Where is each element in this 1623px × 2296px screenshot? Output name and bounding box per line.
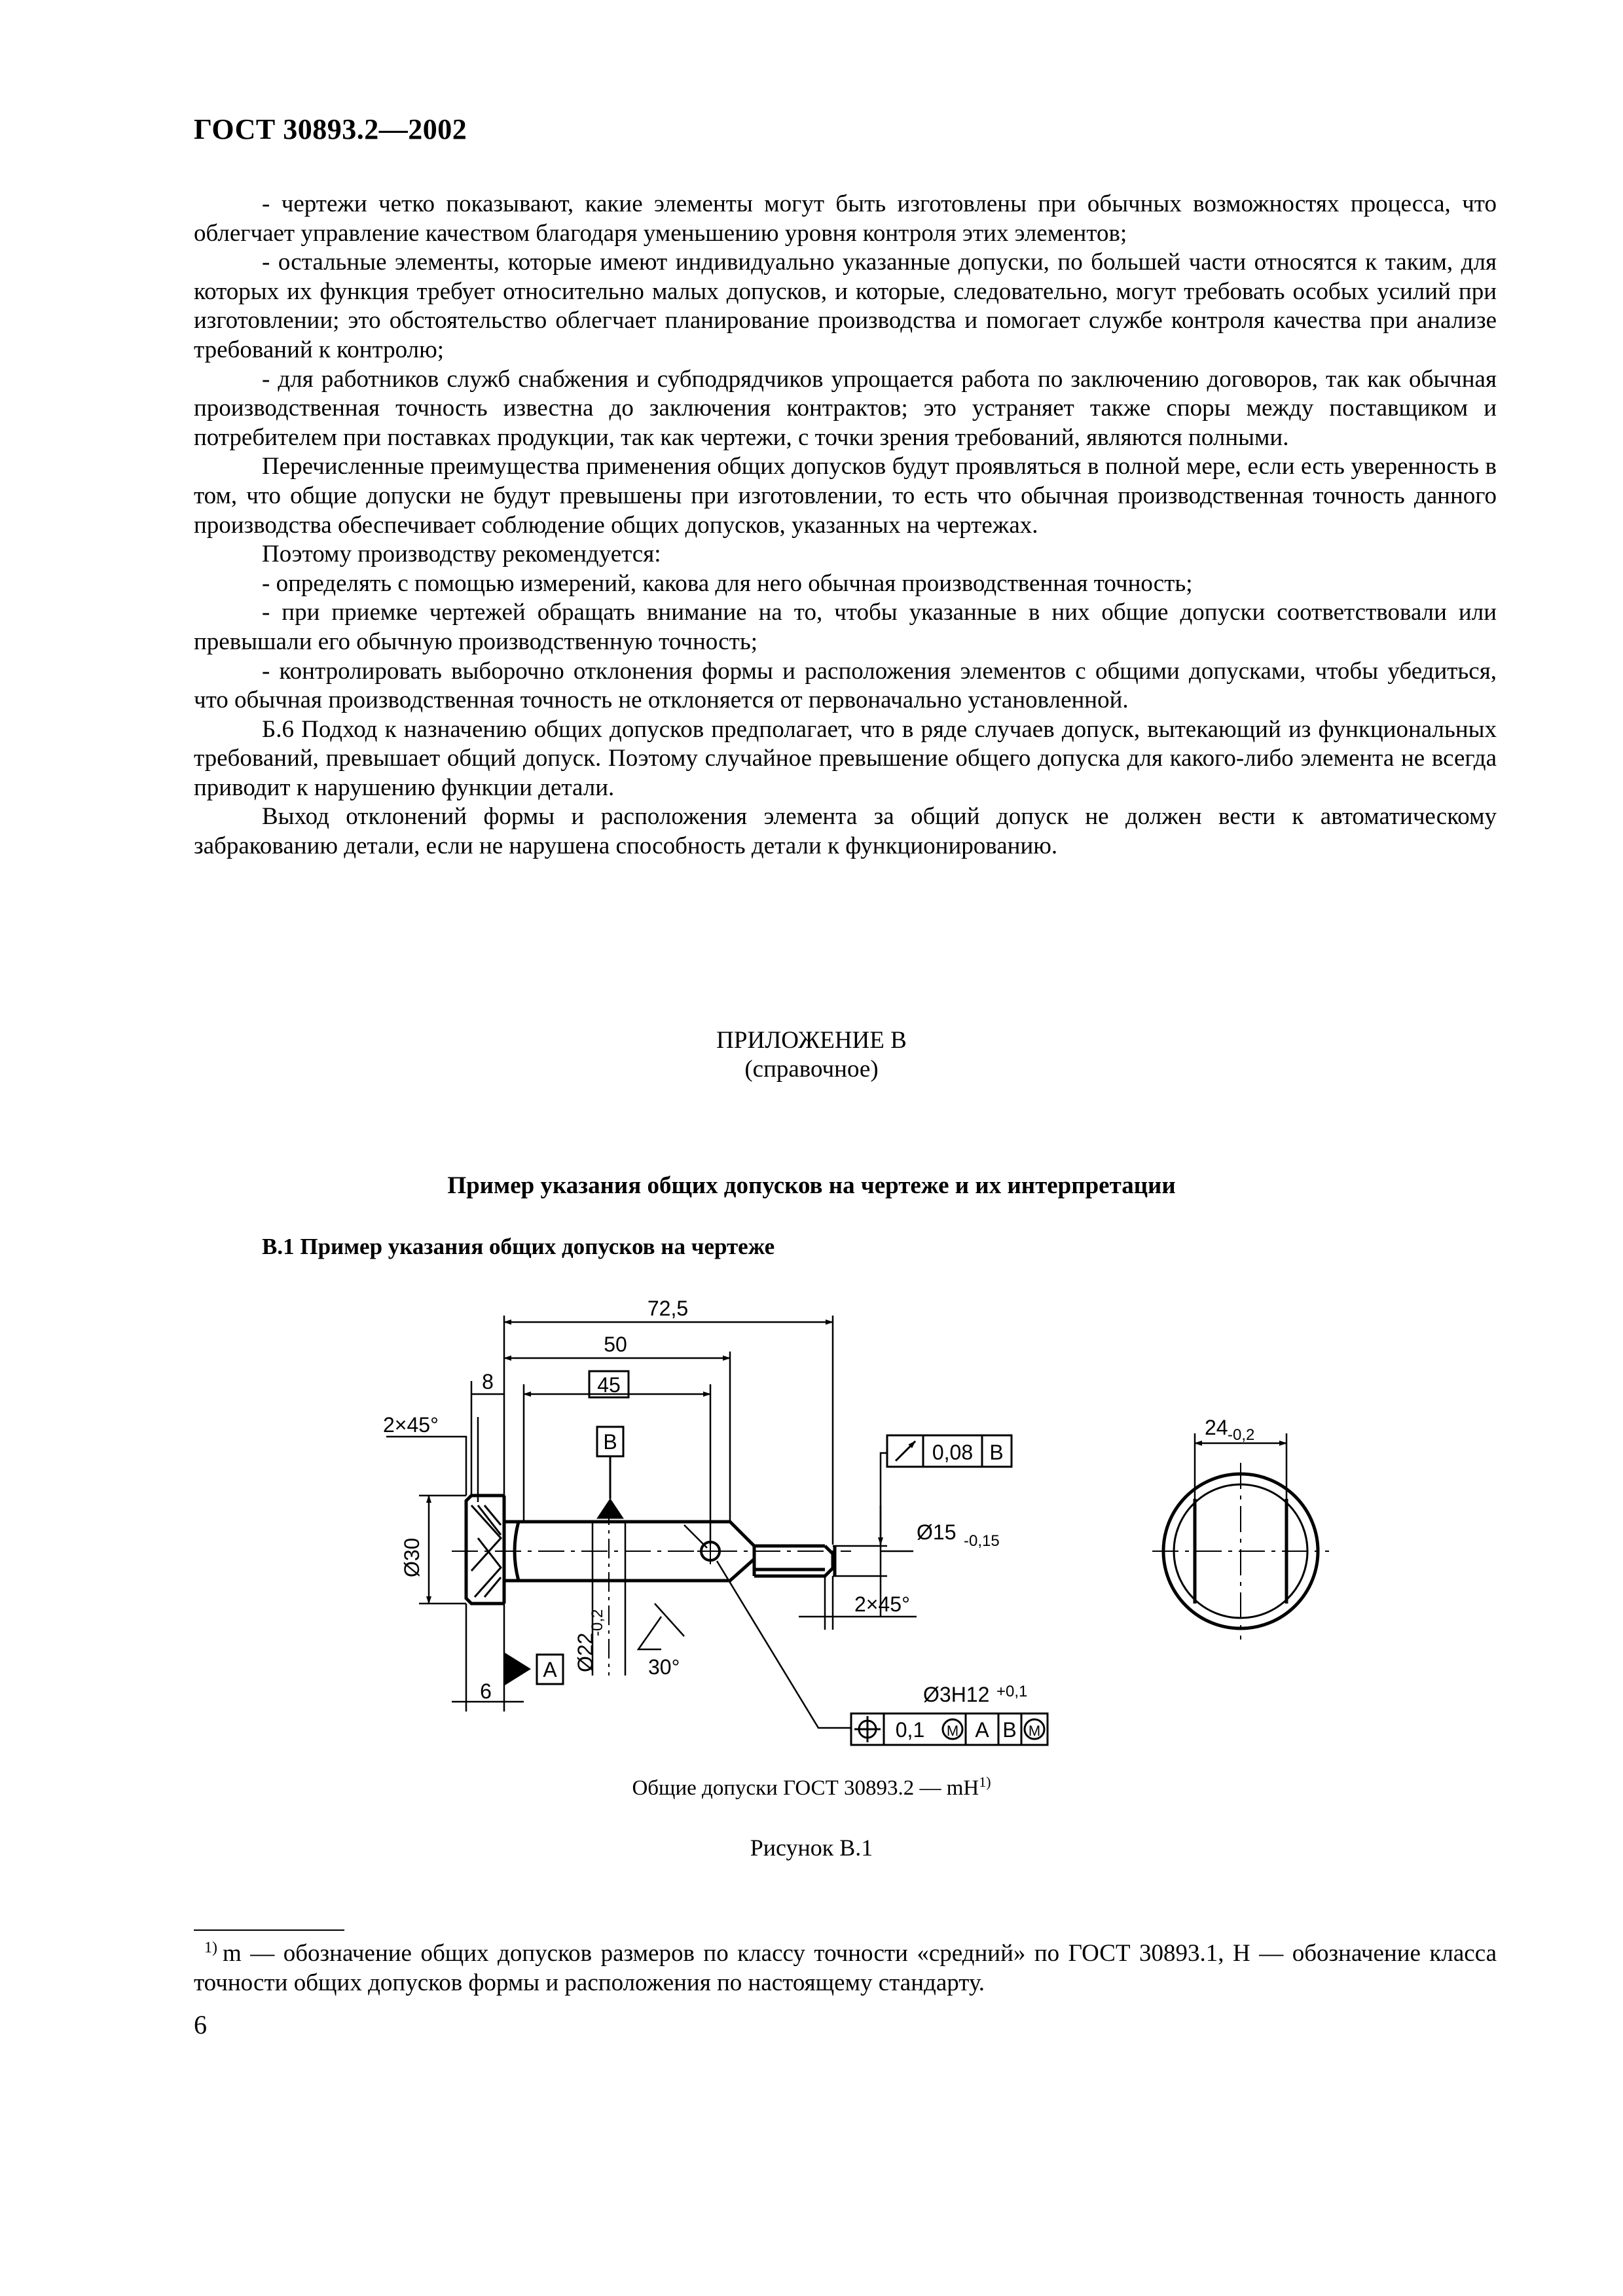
paragraph: Б.6 Подход к назначению общих допусков предполагает, что в ряде случаев допуск, вытекающий из функциональных требований, превышает общий допуск. Поэтому случайное превышение общего допуска для какого-либо элемента не всегда приводит к нарушению функции детали. [194, 715, 1497, 801]
paragraph: - определять с помощью измерений, какова для него обычная производственная точность; [262, 569, 1193, 597]
footnote [194, 1939, 1497, 1998]
dim-6: 6 [480, 1679, 492, 1703]
appendix-subtitle: (справочное) [744, 1056, 879, 1083]
footnote-separator [194, 1929, 344, 1931]
footnote-text: m — обозначение общих допусков размеров по классу точности «средний» по ГОСТ 30893.1, H — обозначение класса точности общих допусков формы и расположения по настоящему стандарту. [194, 1940, 1497, 1996]
chamfer-left: 2×45° [383, 1413, 439, 1437]
diam-15-tol: -0,15 [964, 1532, 1000, 1550]
angle-30: 30° [648, 1655, 680, 1679]
paragraph: - остальные элементы, которые имеют индивидуально указанные допуски, по большей части относятся к таким, для которых их функция требует относительно малых допусков, и которые, следовательно, могут требовать особых усилий при изготовлении; это обстоятельство облегчает планирование производства и помогает службе контроля качества при анализе требований к контролю; [194, 249, 1497, 363]
dim-50: 50 [604, 1333, 627, 1356]
subsection-title: В.1 Пример указания общих допусков на чертеже [262, 1234, 775, 1259]
part-outline [466, 1496, 835, 1604]
dim-total: 72,5 [647, 1297, 689, 1320]
end-view [1152, 1433, 1329, 1640]
document-header: ГОСТ 30893.2—2002 [194, 113, 467, 145]
paragraph: Перечисленные преимущества применения общих допусков будут проявляться в полной мере, если есть уверенность в том, что общие допуски не будут превышены при изготовлении, то есть что обычная производственная точность данного производства обеспечивает соблюдение общих допусков, указанных на чертежах. [194, 453, 1497, 539]
square-tol: -0,2 [1228, 1426, 1255, 1444]
paragraph: Выход отклонений формы и расположения элемента за общий допуск не должен вести к автоматическому забракованию детали, если не нарушена способность детали к функционированию. [194, 803, 1497, 860]
pos-value: 0,1 [895, 1718, 925, 1742]
diam-22-tol: -0,2 [589, 1609, 606, 1636]
mmc-symbol: M [1028, 1723, 1041, 1739]
paragraph: - контролировать выборочно отклонения формы и расположения элементов с общими допусками, чтобы убедиться, что обычная производственная точность не отклоняется от первоначально установленной. [194, 657, 1497, 714]
pos-datum-b: B [1002, 1718, 1017, 1742]
footnote-mark: 1) [204, 1939, 217, 1956]
chamfer-right: 2×45° [854, 1592, 910, 1616]
hole-tol: +0,1 [996, 1683, 1028, 1700]
dim-45: 45 [597, 1373, 621, 1397]
figure-caption: Рисунок В.1 [750, 1835, 873, 1861]
dim-8: 8 [482, 1370, 494, 1393]
page-number: 6 [194, 2010, 207, 2039]
pos-datum-a: A [975, 1718, 989, 1742]
figure-note-text: Общие допуски ГОСТ 30893.2 — mH [632, 1776, 979, 1800]
datum-a-label: A [543, 1658, 557, 1681]
runout-value: 0,08 [932, 1441, 974, 1464]
diam-30: Ø30 [400, 1537, 424, 1577]
section-title: Пример указания общих допусков на чертеже и их интерпретации [447, 1172, 1176, 1199]
paragraph: Поэтому производству рекомендуется: [262, 541, 661, 568]
square-size: 24 [1205, 1416, 1228, 1439]
paragraph: - чертежи четко показывают, какие элементы могут быть изготовлены при обычных возможностях процесса, что облегчает управление качеством благодаря уменьшению уровня контроля этих элементов; [194, 190, 1497, 247]
mmc-symbol: M [946, 1723, 959, 1739]
paragraph: - при приемке чертежей обращать внимание на то, чтобы указанные в них общие допуски соответствовали или превышали его обычную производственную точность; [194, 599, 1497, 655]
appendix-title: ПРИЛОЖЕНИЕ В [716, 1027, 907, 1054]
diam-15: Ø15 [917, 1520, 957, 1544]
runout-datum: B [989, 1441, 1004, 1464]
diam-22: Ø22 [574, 1632, 597, 1672]
hole-size: Ø3H12 [923, 1683, 990, 1706]
figure-note [0, 1774, 1623, 1801]
datum-b-label: B [603, 1430, 617, 1454]
paragraph: - для работников служб снабжения и субподрядчиков упрощается работа по заключению договоров, так как обычная производственная точность известна до заключения контрактов; это устраняет также споры между поставщиком и потребителем при поставках продукции, так как чертежи, с точки зрения требований, являются полными. [194, 365, 1497, 451]
figure-note-mark: 1) [979, 1774, 991, 1790]
